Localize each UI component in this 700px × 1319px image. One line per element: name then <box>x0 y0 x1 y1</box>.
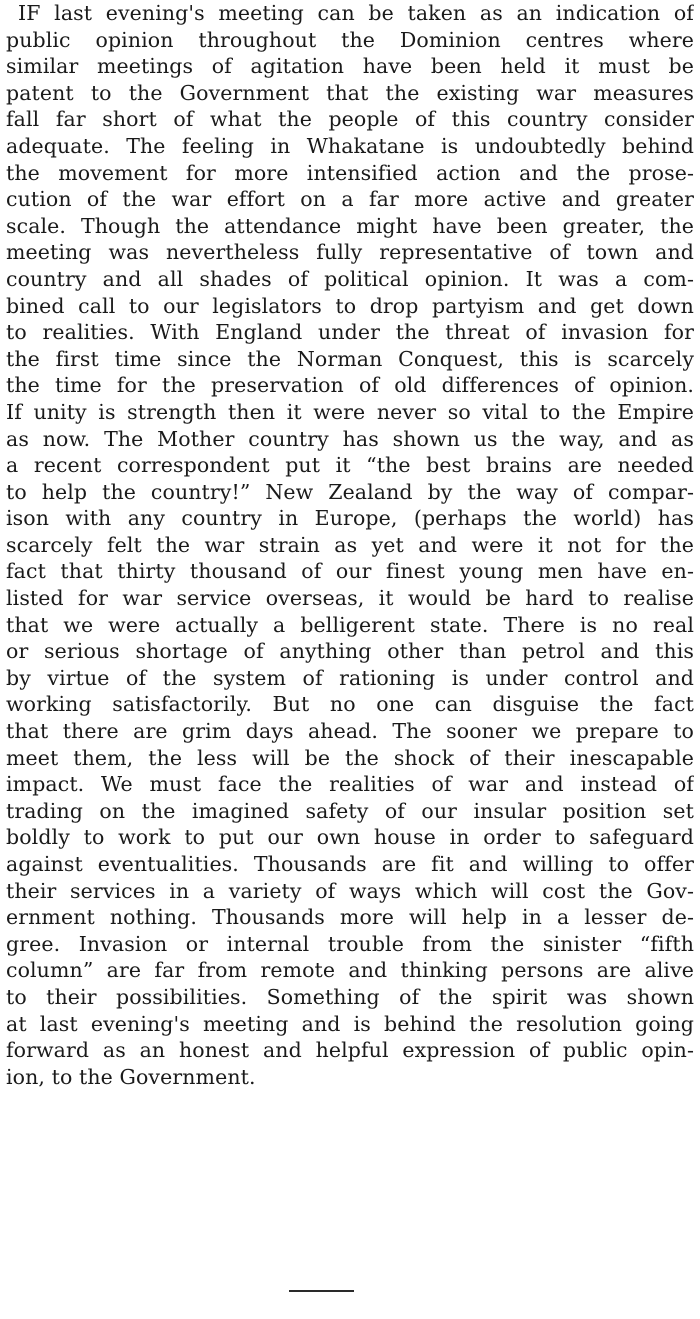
article-line: or serious shortage of anything other than petrol and this <box>6 639 694 664</box>
article-line: column” are far from remote and thinking persons are alive <box>6 958 694 983</box>
article-line: IF last evening's meeting can be taken as an indication of <box>18 1 694 25</box>
article-line: as now. The Mother country has shown us the way, and as <box>6 426 694 451</box>
article-line: to their possibilities. Something of the spirit was shown <box>6 984 694 1009</box>
section-divider-rule <box>289 1290 354 1292</box>
article-line: ison with any country in Europe, (perhaps the world) has <box>6 506 694 531</box>
article-line: working satisfactorily. But no one can disguise the fact <box>6 692 694 717</box>
article-line: to help the country!” New Zealand by the way of compar- <box>6 479 694 504</box>
article-line: listed for war service overseas, it would be hard to realise <box>6 586 694 611</box>
article-line: bined call to our legislators to drop partyism and get down <box>6 293 694 318</box>
article-line: that we were actually a belligerent state. There is no real <box>6 612 694 637</box>
article-line: similar meetings of agitation have been held it must be <box>6 54 694 79</box>
article-line: the first time since the Norman Conquest, this is scarcely <box>6 346 694 371</box>
article-line: fall far short of what the people of this country consider <box>6 107 694 132</box>
article-line: boldly to work to put our own house in order to safeguard <box>6 825 694 850</box>
article-line: to realities. With England under the threat of invasion for <box>6 320 694 345</box>
article-line: that there are grim days ahead. The sooner we prepare to <box>6 719 694 744</box>
article-line: by virtue of the system of rationing is under control and <box>6 665 694 690</box>
article-line: trading on the imagined safety of our insular position set <box>6 798 694 823</box>
article-line: fact that thirty thousand of our finest young men have en- <box>6 559 694 584</box>
article-line: scale. Though the attendance might have been greater, the <box>6 213 694 238</box>
article-line: patent to the Government that the existing war measures <box>6 80 694 105</box>
article-line: ernment nothing. Thousands more will help in a lesser de- <box>6 905 694 930</box>
article-line: ion, to the Government. <box>6 1064 256 1089</box>
article-line: forward as an honest and helpful expression of public opin- <box>6 1038 694 1063</box>
article-line: adequate. The feeling in Whakatane is undoubtedly behind <box>6 133 694 158</box>
article-line: at last evening's meeting and is behind the resolution going <box>6 1011 694 1036</box>
article-line: public opinion throughout the Dominion centres where <box>6 27 694 52</box>
article-line: impact. We must face the realities of war and instead of <box>6 772 694 797</box>
article-line: a recent correspondent put it “the best brains are needed <box>6 453 694 478</box>
article-line: cution of the war effort on a far more active and greater <box>6 187 694 212</box>
article-line: gree. Invasion or internal trouble from the sinister “fifth <box>6 931 694 956</box>
article-line: their services in a variety of ways which will cost the Gov- <box>6 878 694 903</box>
editorial-article <box>6 0 694 1090</box>
article-line: against eventualities. Thousands are fit and willing to offer <box>6 852 694 876</box>
article-line: meet them, the less will be the shock of their inescapable <box>6 745 694 770</box>
article-line: meeting was nevertheless fully representative of town and <box>6 240 694 265</box>
article-line: the time for the preservation of old differences of opinion. <box>6 373 694 398</box>
article-line: the movement for more intensified action and the prose- <box>6 160 694 185</box>
article-line: scarcely felt the war strain as yet and were it not for the <box>6 532 694 557</box>
article-line: country and all shades of political opinion. It was a com- <box>6 266 694 291</box>
article-line: If unity is strength then it were never so vital to the Empire <box>6 399 694 424</box>
